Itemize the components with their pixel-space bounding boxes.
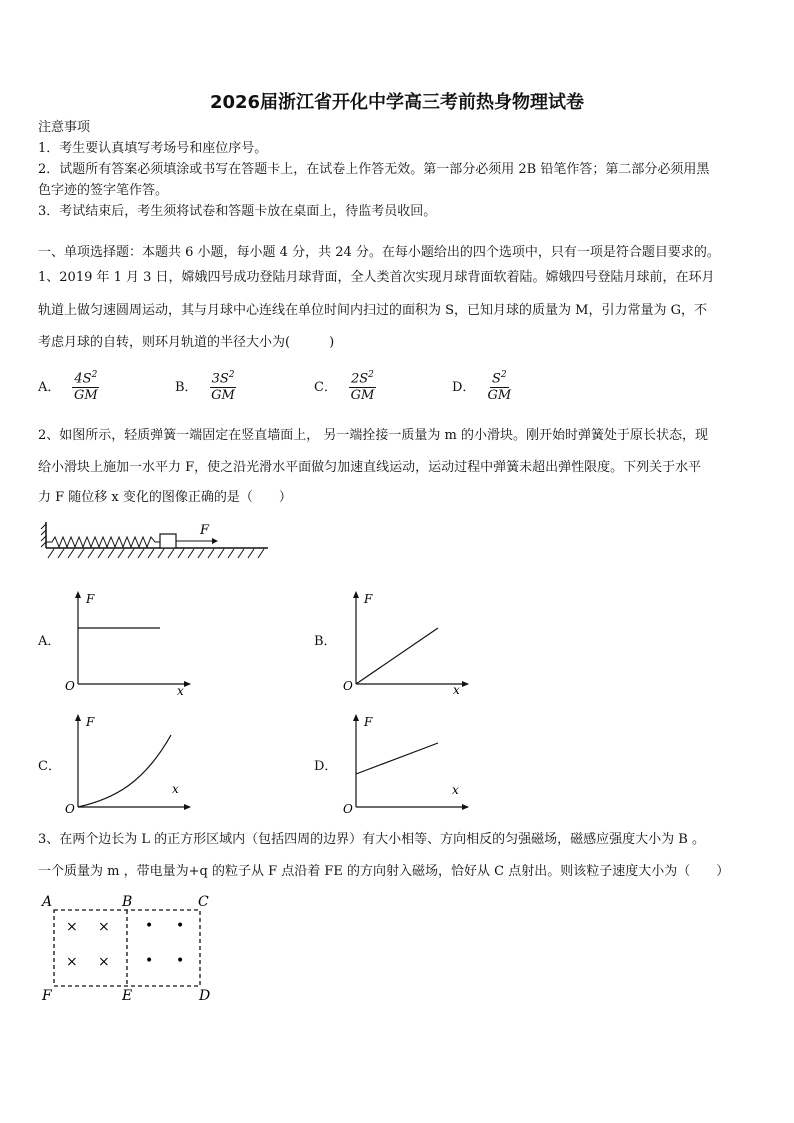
q2-line-1: 2、如图所示，轻质弹簧一端固定在竖直墙面上， 另一端拴接一质量为 m 的小滑块。刚开始时弹簧处于原长状态，现	[38, 428, 708, 443]
q1-line-2: 轨道上做匀速圆周运动，其与月球中心连线在单位时间内扫过的面积为 S，已知月球的质量为 M，引力常量为 G，不	[38, 303, 707, 318]
q1-option-d[interactable]	[452, 367, 511, 404]
q2-option-b[interactable]: B．	[314, 634, 337, 649]
page-title: 2026届浙江省开化中学高三考前热身物理试卷	[209, 92, 585, 113]
point-c: C	[198, 894, 209, 910]
graph-d	[342, 713, 472, 819]
point-a: A	[42, 894, 53, 910]
notice-item-2: 2．试题所有答案必须填涂或书写在答题卡上，在试卷上作答无效。第一部分必须用 2B 铅笔作答；第二部分必须用黑	[38, 162, 710, 177]
graph-c-ylabel: F	[86, 715, 95, 729]
field-into-4: ×	[98, 954, 110, 970]
q3-line-1: 3、在两个边长为 L 的正方形区域内（包括四周的边界）有大小相等、方向相反的匀强磁场，磁感应强度大小为 B 。	[38, 832, 705, 847]
magnetic-field-diagram	[38, 892, 218, 1004]
spring-block-diagram	[40, 518, 275, 564]
graph-c	[64, 713, 194, 819]
graph-c-origin: O	[65, 802, 75, 816]
q3-line-2: 一个质量为 m ，带电量为+q 的粒子从 F 点沿着 FE 的方向射入磁场，恰好从 C 点射出。则该粒子速度大小为（ ）	[38, 864, 730, 879]
field-into-2: ×	[98, 919, 110, 935]
q2-option-c[interactable]: C．	[38, 759, 61, 774]
field-into-3: ×	[66, 954, 78, 970]
field-out-3: •	[145, 953, 154, 969]
q1-option-c-label: C．	[314, 380, 337, 396]
q1-c-sup: 2	[368, 370, 374, 380]
section-heading: 一、单项选择题：本题共 6 小题，每小题 4 分，共 24 分。在每小题给出的四个选项中，只有一项是符合题目要求的。	[38, 245, 720, 260]
q1-a-num: 4S	[74, 371, 92, 387]
q1-option-b[interactable]	[175, 367, 236, 404]
q2-option-a[interactable]: A．	[38, 634, 61, 649]
graph-a-xlabel: x	[177, 684, 184, 696]
field-out-1: •	[145, 918, 154, 934]
graph-a-ylabel: F	[86, 592, 95, 606]
notice-item-1: 1．考生要认真填写考场号和座位序号。	[38, 141, 268, 156]
notice-heading: 注意事项	[38, 120, 91, 135]
q1-option-a[interactable]	[38, 367, 99, 404]
force-arrow	[212, 538, 218, 544]
q1-b-sup: 2	[228, 370, 235, 380]
q1-a-den: GM	[74, 388, 98, 404]
spring	[46, 537, 160, 547]
q1-line-1: 1、2019 年 1 月 3 日，嫦娥四号成功登陆月球背面，全人类首次实现月球背面软着陆。嫦娥四号登陆月球前，在环月	[38, 270, 715, 285]
graph-a	[64, 590, 194, 696]
slider-block	[160, 534, 176, 548]
graph-d-curve	[356, 743, 438, 774]
q1-option-b-label: B．	[175, 380, 198, 396]
graph-c-xlabel: x	[172, 782, 179, 796]
notice-item-2-cont: 色字迹的签字笔作答。	[38, 183, 169, 198]
graph-b-xlabel: x	[453, 683, 460, 696]
graph-c-curve	[78, 735, 171, 807]
q1-option-c[interactable]	[314, 367, 376, 404]
q1-b-den: GM	[211, 388, 235, 404]
graph-b-curve	[356, 628, 438, 684]
q1-d-den: GM	[487, 388, 512, 404]
graph-d-origin: O	[343, 802, 353, 816]
field-into-1: ×	[66, 919, 78, 935]
q1-d-num: S	[491, 371, 501, 387]
q1-a-sup: 2	[91, 370, 98, 380]
field-out-4: •	[176, 953, 185, 969]
q1-option-a-label: A．	[38, 380, 61, 396]
q1-line-3: 考虑月球的自转，则环月轨道的半径大小为( )	[38, 335, 335, 350]
notice-item-3: 3．考试结束后，考生须将试卷和答题卡放在桌面上，待监考员收回。	[38, 204, 437, 219]
point-b: B	[122, 894, 133, 910]
q2-option-d[interactable]: D．	[314, 759, 338, 774]
q1-c-num: 2S	[350, 371, 369, 387]
point-e: E	[122, 988, 133, 1004]
graph-b-origin: O	[343, 679, 353, 693]
graph-d-xlabel: x	[452, 783, 459, 797]
graph-b	[342, 590, 472, 696]
q1-option-d-label: D．	[452, 380, 476, 396]
graph-b-ylabel: F	[364, 592, 373, 606]
force-label: F	[200, 523, 210, 538]
field-out-2: •	[176, 918, 185, 934]
q2-line-3: 力 F 随位移 x 变化的图像正确的是（ ）	[38, 490, 292, 505]
point-f: F	[42, 988, 52, 1004]
graph-d-ylabel: F	[364, 715, 373, 729]
q2-line-2: 给小滑块上施加一水平力 F，使之沿光滑水平面做匀加速直线运动，运动过程中弹簧未超出弹性限度。下列关于水平	[38, 460, 702, 475]
q1-d-sup: 2	[500, 370, 507, 380]
q1-b-num: 3S	[211, 371, 229, 387]
point-d: D	[199, 988, 211, 1004]
q1-c-den: GM	[350, 388, 375, 404]
graph-a-origin: O	[65, 679, 75, 693]
